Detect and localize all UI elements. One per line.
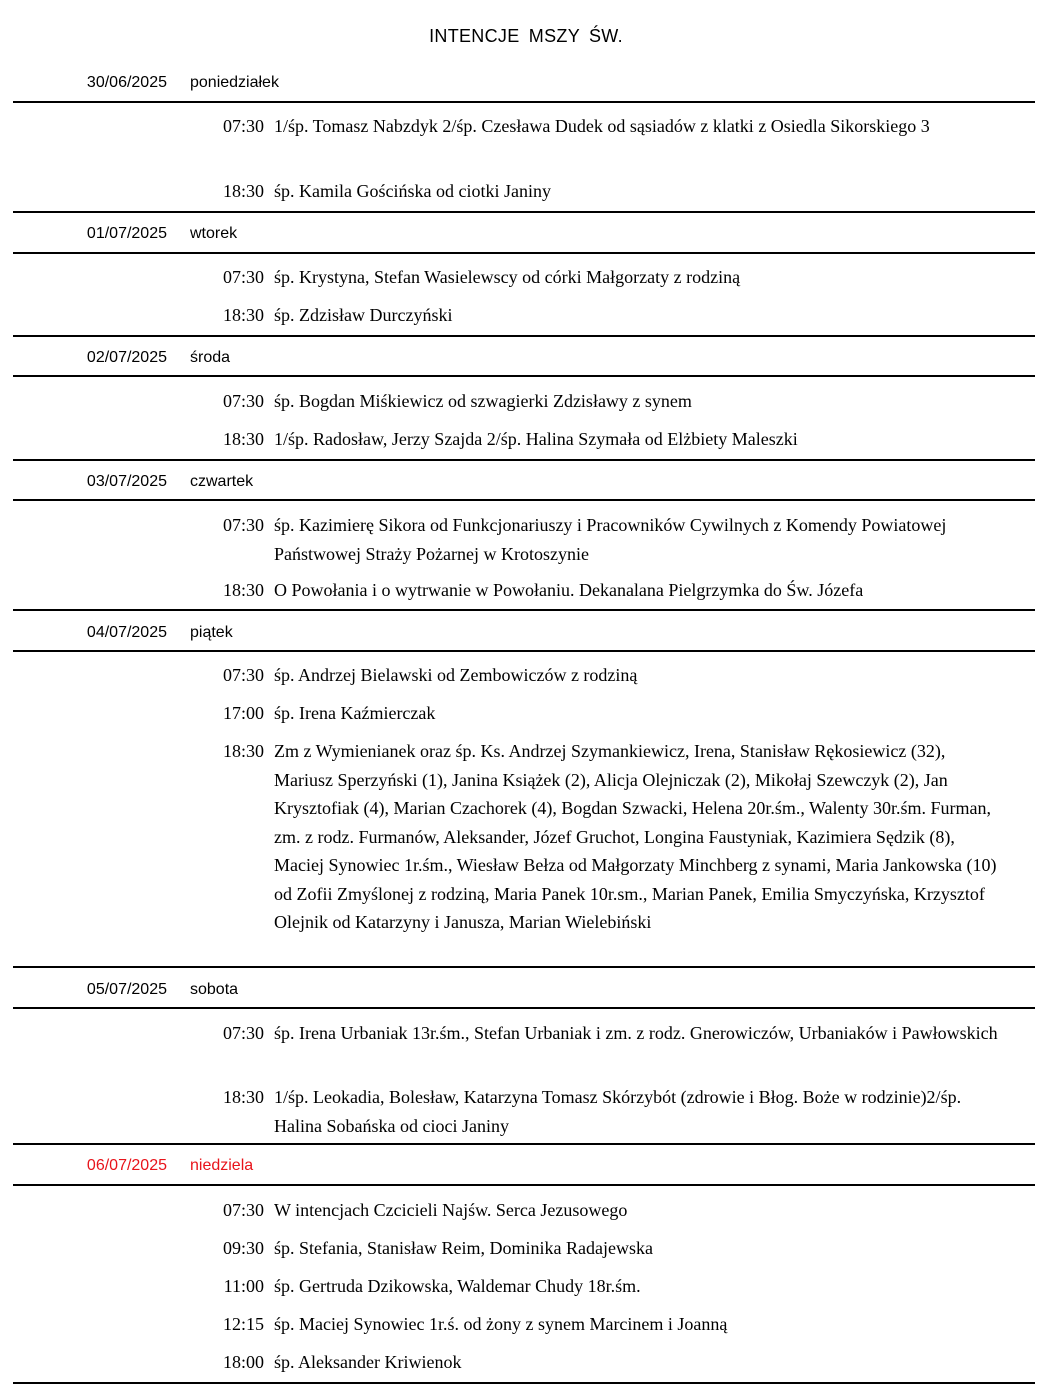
day-header-divider (13, 375, 1035, 377)
day-date: 01/07/2025 (86, 225, 167, 242)
mass-time: 09:30 (222, 1238, 264, 1258)
mass-time: 07:30 (222, 1023, 264, 1043)
mass-intention: śp. Aleksander Kriwienok (274, 1352, 462, 1372)
mass-time: 18:30 (222, 580, 264, 600)
mass-intention: 1/śp. Leokadia, Bolesław, Katarzyna Tomasz Skórzybót (zdrowie i Błog. Boże w rodzinie)2/śp. Halina Sobańska od cioci Janiny (274, 1087, 962, 1136)
mass-time: 18:30 (222, 1087, 264, 1107)
day-end-divider (13, 211, 1035, 213)
day-name: wtorek (190, 225, 238, 242)
day-name: piątek (190, 624, 233, 641)
day-end-divider (13, 1143, 1035, 1145)
day-header-divider (13, 101, 1035, 103)
mass-intention: śp. Stefania, Stanisław Reim, Dominika Radajewska (274, 1238, 653, 1258)
mass-time: 18:30 (222, 429, 264, 449)
mass-time: 07:30 (222, 665, 264, 685)
mass-intention: śp. Krystyna, Stefan Wasielewscy od córki Małgorzaty z rodziną (274, 267, 741, 287)
day-name-sunday: niedziela (190, 1157, 254, 1174)
day-header-divider (13, 1007, 1035, 1009)
day-date-sunday: 06/07/2025 (86, 1157, 167, 1174)
page-title: INTENCJE MSZY ŚW. (429, 26, 623, 46)
mass-time: 12:15 (222, 1314, 264, 1334)
day-header-divider (13, 650, 1035, 652)
mass-time: 18:30 (222, 741, 264, 761)
mass-intention: śp. Kazimierę Sikora od Funkcjonariuszy i Pracowników Cywilnych z Komendy Powiatowej Państwowej Straży Pożarnej w Krotoszynie (274, 515, 947, 564)
mass-intention: śp. Kamila Gościńska od ciotki Janiny (274, 181, 551, 201)
mass-intention: śp. Irena Urbaniak 13r.śm., Stefan Urbaniak i zm. z rodz. Gnerowiczów, Urbaniaków i Pawłowskich (274, 1023, 998, 1043)
mass-time: 18:30 (222, 181, 264, 201)
day-date: 04/07/2025 (86, 624, 167, 641)
mass-intention: śp. Zdzisław Durczyński (274, 305, 453, 325)
mass-time: 07:30 (222, 267, 264, 287)
day-end-divider (13, 1382, 1035, 1384)
mass-intention: śp. Bogdan Miśkiewicz od szwagierki Zdzisławy z synem (274, 391, 692, 411)
mass-intention: W intencjach Czcicieli Najśw. Serca Jezusowego (274, 1200, 628, 1220)
day-date: 03/07/2025 (86, 473, 167, 490)
mass-time: 17:00 (222, 703, 264, 723)
mass-intention: 1/śp. Tomasz Nabzdyk 2/śp. Czesława Dudek od sąsiadów z klatki z Osiedla Sikorskiego 3 (274, 116, 930, 136)
mass-time: 07:30 (222, 391, 264, 411)
mass-time: 18:30 (222, 305, 264, 325)
mass-time: 07:30 (222, 116, 264, 136)
day-end-divider (13, 335, 1035, 337)
day-end-divider (13, 609, 1035, 611)
mass-time: 11:00 (223, 1276, 264, 1296)
day-name: poniedziałek (190, 74, 279, 91)
day-end-divider (13, 459, 1035, 461)
mass-intention: śp. Irena Kaźmierczak (274, 703, 436, 723)
day-date: 02/07/2025 (86, 349, 167, 366)
day-date: 05/07/2025 (86, 981, 167, 998)
day-name: sobota (190, 981, 239, 998)
mass-intention: śp. Maciej Synowiec 1r.ś. od żony z synem Marcinem i Joanną (274, 1314, 728, 1334)
mass-intention: śp. Gertruda Dzikowska, Waldemar Chudy 18r.śm. (274, 1276, 641, 1296)
mass-intention: Zm z Wymienianek oraz śp. Ks. Andrzej Szymankiewicz, Irena, Stanisław Rękosiewicz (32), Mariusz Sperzyński (1), Janina Książek (2), Alicja Olejniczak (2), Mikołaj Szewczyk (2), Jan Krysztofiak (4), Marian Czachorek (4), Bogdan Szwacki, Helena 20r.śm., Walenty 30r.śm. Furman, zm. z rodz. Furmanów, Aleksander, Józef Gruchot, Longina Faustyniak, Kazimiera Sędzik (8), Maciej Synowiec 1r.śm., Wiesław Bełza od Małgorzaty Minchberg z synami, Maria Jankowska (10) od Zofii Zmyślonej z rodziną, Maria Panek 10r.sm., Marian Panek, Emilia Smyczyńska, Krzysztof Olejnik od Katarzyny i Janusza, Marian Wielebiński (274, 741, 997, 932)
day-date: 30/06/2025 (86, 74, 167, 91)
mass-time: 07:30 (222, 515, 264, 535)
mass-intention: O Powołania i o wytrwanie w Powołaniu. Dekanalana Pielgrzymka do Św. Józefa (274, 580, 864, 600)
day-header-divider (13, 1184, 1035, 1186)
day-header-divider (13, 252, 1035, 254)
day-name: czwartek (190, 473, 254, 490)
day-end-divider (13, 966, 1035, 968)
day-name: środa (190, 349, 231, 366)
mass-time: 18:00 (222, 1352, 264, 1372)
mass-intention: śp. Andrzej Bielawski od Zembowiczów z rodziną (274, 665, 638, 685)
mass-intention: 1/śp. Radosław, Jerzy Szajda 2/śp. Halina Szymała od Elżbiety Maleszki (274, 429, 798, 449)
day-header-divider (13, 499, 1035, 501)
mass-time: 07:30 (222, 1200, 264, 1220)
